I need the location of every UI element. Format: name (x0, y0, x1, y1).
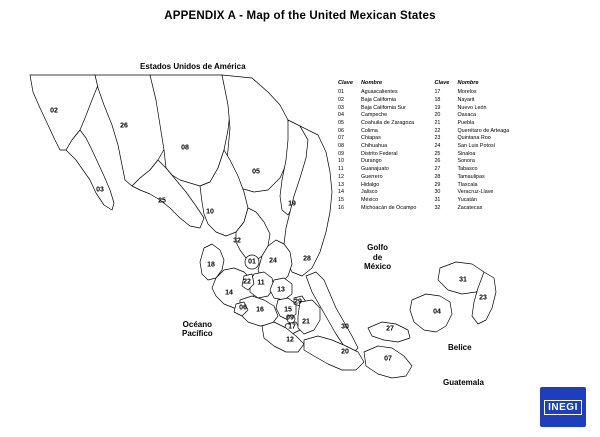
legend-nombre: Guerrero (361, 173, 383, 180)
pacific-line-1: Océano (182, 320, 213, 329)
legend-nombre: Sonora (457, 158, 475, 165)
legend-nombre: Coahuila de Zaragoza (361, 120, 415, 127)
legend-clave: 17 (434, 89, 441, 96)
legend-clave: 20 (434, 112, 441, 119)
map-label-gulf-of-mexico (364, 243, 391, 272)
legend-nombre: Chihuahua (361, 143, 388, 150)
state-number-17: 17 (288, 323, 296, 331)
legend-rows-right (434, 89, 509, 212)
legend-clave: 32 (434, 204, 441, 211)
state-number-27: 27 (386, 325, 394, 333)
legend-row (434, 120, 509, 128)
state-number-14: 14 (225, 289, 233, 297)
legend-row (338, 89, 416, 97)
legend-row (434, 151, 509, 159)
legend-row (434, 135, 509, 143)
legend-row (338, 205, 416, 213)
legend-row (338, 120, 416, 128)
legend-row (434, 112, 509, 120)
state-number-26: 26 (120, 122, 128, 130)
legend-row (338, 197, 416, 205)
legend-row (434, 182, 509, 190)
map-label-belize: Belice (448, 343, 472, 352)
state-number-10: 10 (206, 208, 214, 216)
legend-nombre: Nayarit (457, 97, 475, 104)
legend-nombre: México (361, 196, 379, 203)
pacific-line-2: Pacífico (182, 329, 213, 339)
legend-nombre: Querétaro de Arteaga (457, 127, 510, 134)
state-number-19: 19 (288, 200, 296, 208)
map-label-guatemala: Guatemala (443, 378, 484, 387)
legend-header-nombre: Nombre (361, 80, 383, 86)
state-number-13: 13 (277, 286, 285, 294)
legend-row (338, 151, 416, 159)
legend-row (338, 166, 416, 174)
inegi-logo-text: INEGI (544, 400, 582, 415)
legend-nombre: Michoacán de Ocampo (361, 204, 417, 211)
legend-nombre: Morelos (457, 89, 477, 96)
legend-nombre: Oaxaca (457, 112, 477, 119)
legend-clave: 30 (434, 189, 441, 196)
gulf-line-2: de (372, 252, 383, 262)
page-title: APPENDIX A - Map of the United Mexican States (164, 10, 436, 22)
legend-clave: 31 (434, 196, 441, 203)
legend-clave: 28 (434, 173, 441, 180)
state-number-25: 25 (158, 197, 166, 205)
state-number-24: 24 (269, 257, 277, 265)
legend-clave: 10 (338, 158, 344, 165)
map-label-pacific-ocean (182, 320, 213, 338)
legend-nombre: Yucatán (457, 196, 477, 203)
legend-clave: 23 (434, 135, 441, 142)
legend-header-clave: Clave (434, 80, 450, 86)
legend-clave: 22 (434, 127, 441, 134)
state-number-06: 06 (239, 304, 247, 312)
legend-nombre: Colima (361, 127, 378, 134)
legend-clave: 08 (338, 143, 344, 150)
gulf-line-3: México (364, 262, 392, 272)
legend-clave: 07 (338, 135, 344, 142)
legend-nombre: Tamaulipas (457, 173, 485, 180)
state-number-22: 22 (243, 278, 251, 286)
legend-row (434, 143, 509, 151)
legend-clave: 01 (338, 89, 344, 96)
state-number-28: 28 (303, 255, 311, 263)
legend-clave: 16 (338, 204, 344, 211)
legend-nombre: Distrito Federal (361, 150, 398, 157)
legend-nombre: Veracruz-Llave (457, 189, 494, 196)
state-number-12: 12 (286, 336, 294, 344)
state-number-07: 07 (384, 355, 392, 363)
inegi-logo (540, 387, 586, 427)
legend-nombre: San Luis Potosí (457, 143, 496, 150)
legend-row (434, 174, 509, 182)
legend-row (434, 189, 509, 197)
legend-nombre: Sinaloa (457, 150, 476, 157)
legend-nombre: Jalisco (361, 189, 378, 196)
state-number-32: 32 (233, 237, 241, 245)
legend-clave: 25 (434, 150, 441, 157)
legend-nombre: Tabasco (457, 166, 478, 173)
legend-clave: 02 (338, 97, 344, 104)
legend-nombre: Campeche (361, 112, 388, 119)
state-number-02: 02 (50, 107, 58, 115)
legend (338, 80, 509, 212)
gulf-line-1: Golfo (367, 243, 388, 252)
legend-nombre: Guanajuato (361, 166, 389, 173)
legend-header-left (338, 80, 416, 88)
legend-nombre: Puebla (457, 120, 475, 127)
legend-clave: 29 (434, 181, 441, 188)
legend-nombre: Chiapas (361, 135, 381, 142)
legend-clave: 21 (434, 120, 441, 127)
legend-row (338, 105, 416, 113)
legend-nombre: Durango (361, 158, 382, 165)
state-number-03: 03 (96, 186, 104, 194)
legend-row (434, 166, 509, 174)
legend-nombre: Hidalgo (361, 181, 380, 188)
legend-nombre: Baja California (361, 97, 397, 104)
legend-row (434, 89, 509, 97)
legend-row (434, 97, 509, 105)
legend-clave: 12 (338, 173, 344, 180)
state-number-18: 18 (207, 261, 215, 269)
legend-clave: 06 (338, 127, 344, 134)
legend-row (338, 135, 416, 143)
legend-row (434, 128, 509, 136)
legend-row (338, 97, 416, 105)
legend-row (434, 105, 509, 113)
state-number-29: 29 (294, 298, 302, 306)
state-number-21: 21 (302, 318, 310, 326)
state-number-09: 09 (286, 314, 294, 322)
legend-row (434, 205, 509, 213)
state-number-15: 15 (284, 306, 292, 314)
state-number-30: 30 (341, 323, 349, 331)
legend-clave: 04 (338, 112, 344, 119)
legend-row (434, 158, 509, 166)
state-number-31: 31 (459, 276, 467, 284)
legend-nombre: Quintana Roo (457, 135, 491, 142)
legend-row (338, 128, 416, 136)
legend-row (338, 143, 416, 151)
legend-clave: 18 (434, 97, 441, 104)
legend-clave: 27 (434, 166, 441, 173)
legend-clave: 09 (338, 150, 344, 157)
legend-nombre: Baja California Sur (361, 104, 406, 111)
legend-nombre: Nuevo León (457, 104, 487, 111)
legend-clave: 15 (338, 196, 344, 203)
legend-row (338, 174, 416, 182)
legend-header-clave: Clave (338, 80, 353, 86)
legend-row (338, 112, 416, 120)
legend-header-right (434, 80, 509, 88)
legend-rows-left (338, 89, 416, 212)
legend-clave: 19 (434, 104, 441, 111)
legend-clave: 05 (338, 120, 344, 127)
legend-nombre: Aguascalientes (361, 89, 398, 96)
legend-column-right (434, 80, 509, 212)
legend-column-left (338, 80, 416, 212)
legend-clave: 03 (338, 104, 344, 111)
legend-clave: 11 (338, 166, 344, 173)
state-number-01: 01 (248, 258, 256, 266)
state-number-05: 05 (252, 168, 260, 176)
legend-clave: 14 (338, 189, 344, 196)
legend-row (338, 182, 416, 190)
legend-header-nombre: Nombre (457, 80, 479, 86)
map-label-usa: Estados Unidos de América (140, 62, 246, 71)
state-number-04: 04 (433, 308, 441, 316)
state-number-08: 08 (181, 144, 189, 152)
state-number-11: 11 (257, 279, 265, 287)
state-number-20: 20 (341, 348, 349, 356)
legend-nombre: Zacatecas (457, 204, 483, 211)
legend-clave: 26 (434, 158, 441, 165)
legend-row (434, 197, 509, 205)
legend-clave: 13 (338, 181, 344, 188)
legend-clave: 24 (434, 143, 441, 150)
legend-nombre: Tlaxcala (457, 181, 478, 188)
state-number-23: 23 (479, 294, 487, 302)
legend-row (338, 158, 416, 166)
state-number-16: 16 (256, 306, 264, 314)
legend-row (338, 189, 416, 197)
